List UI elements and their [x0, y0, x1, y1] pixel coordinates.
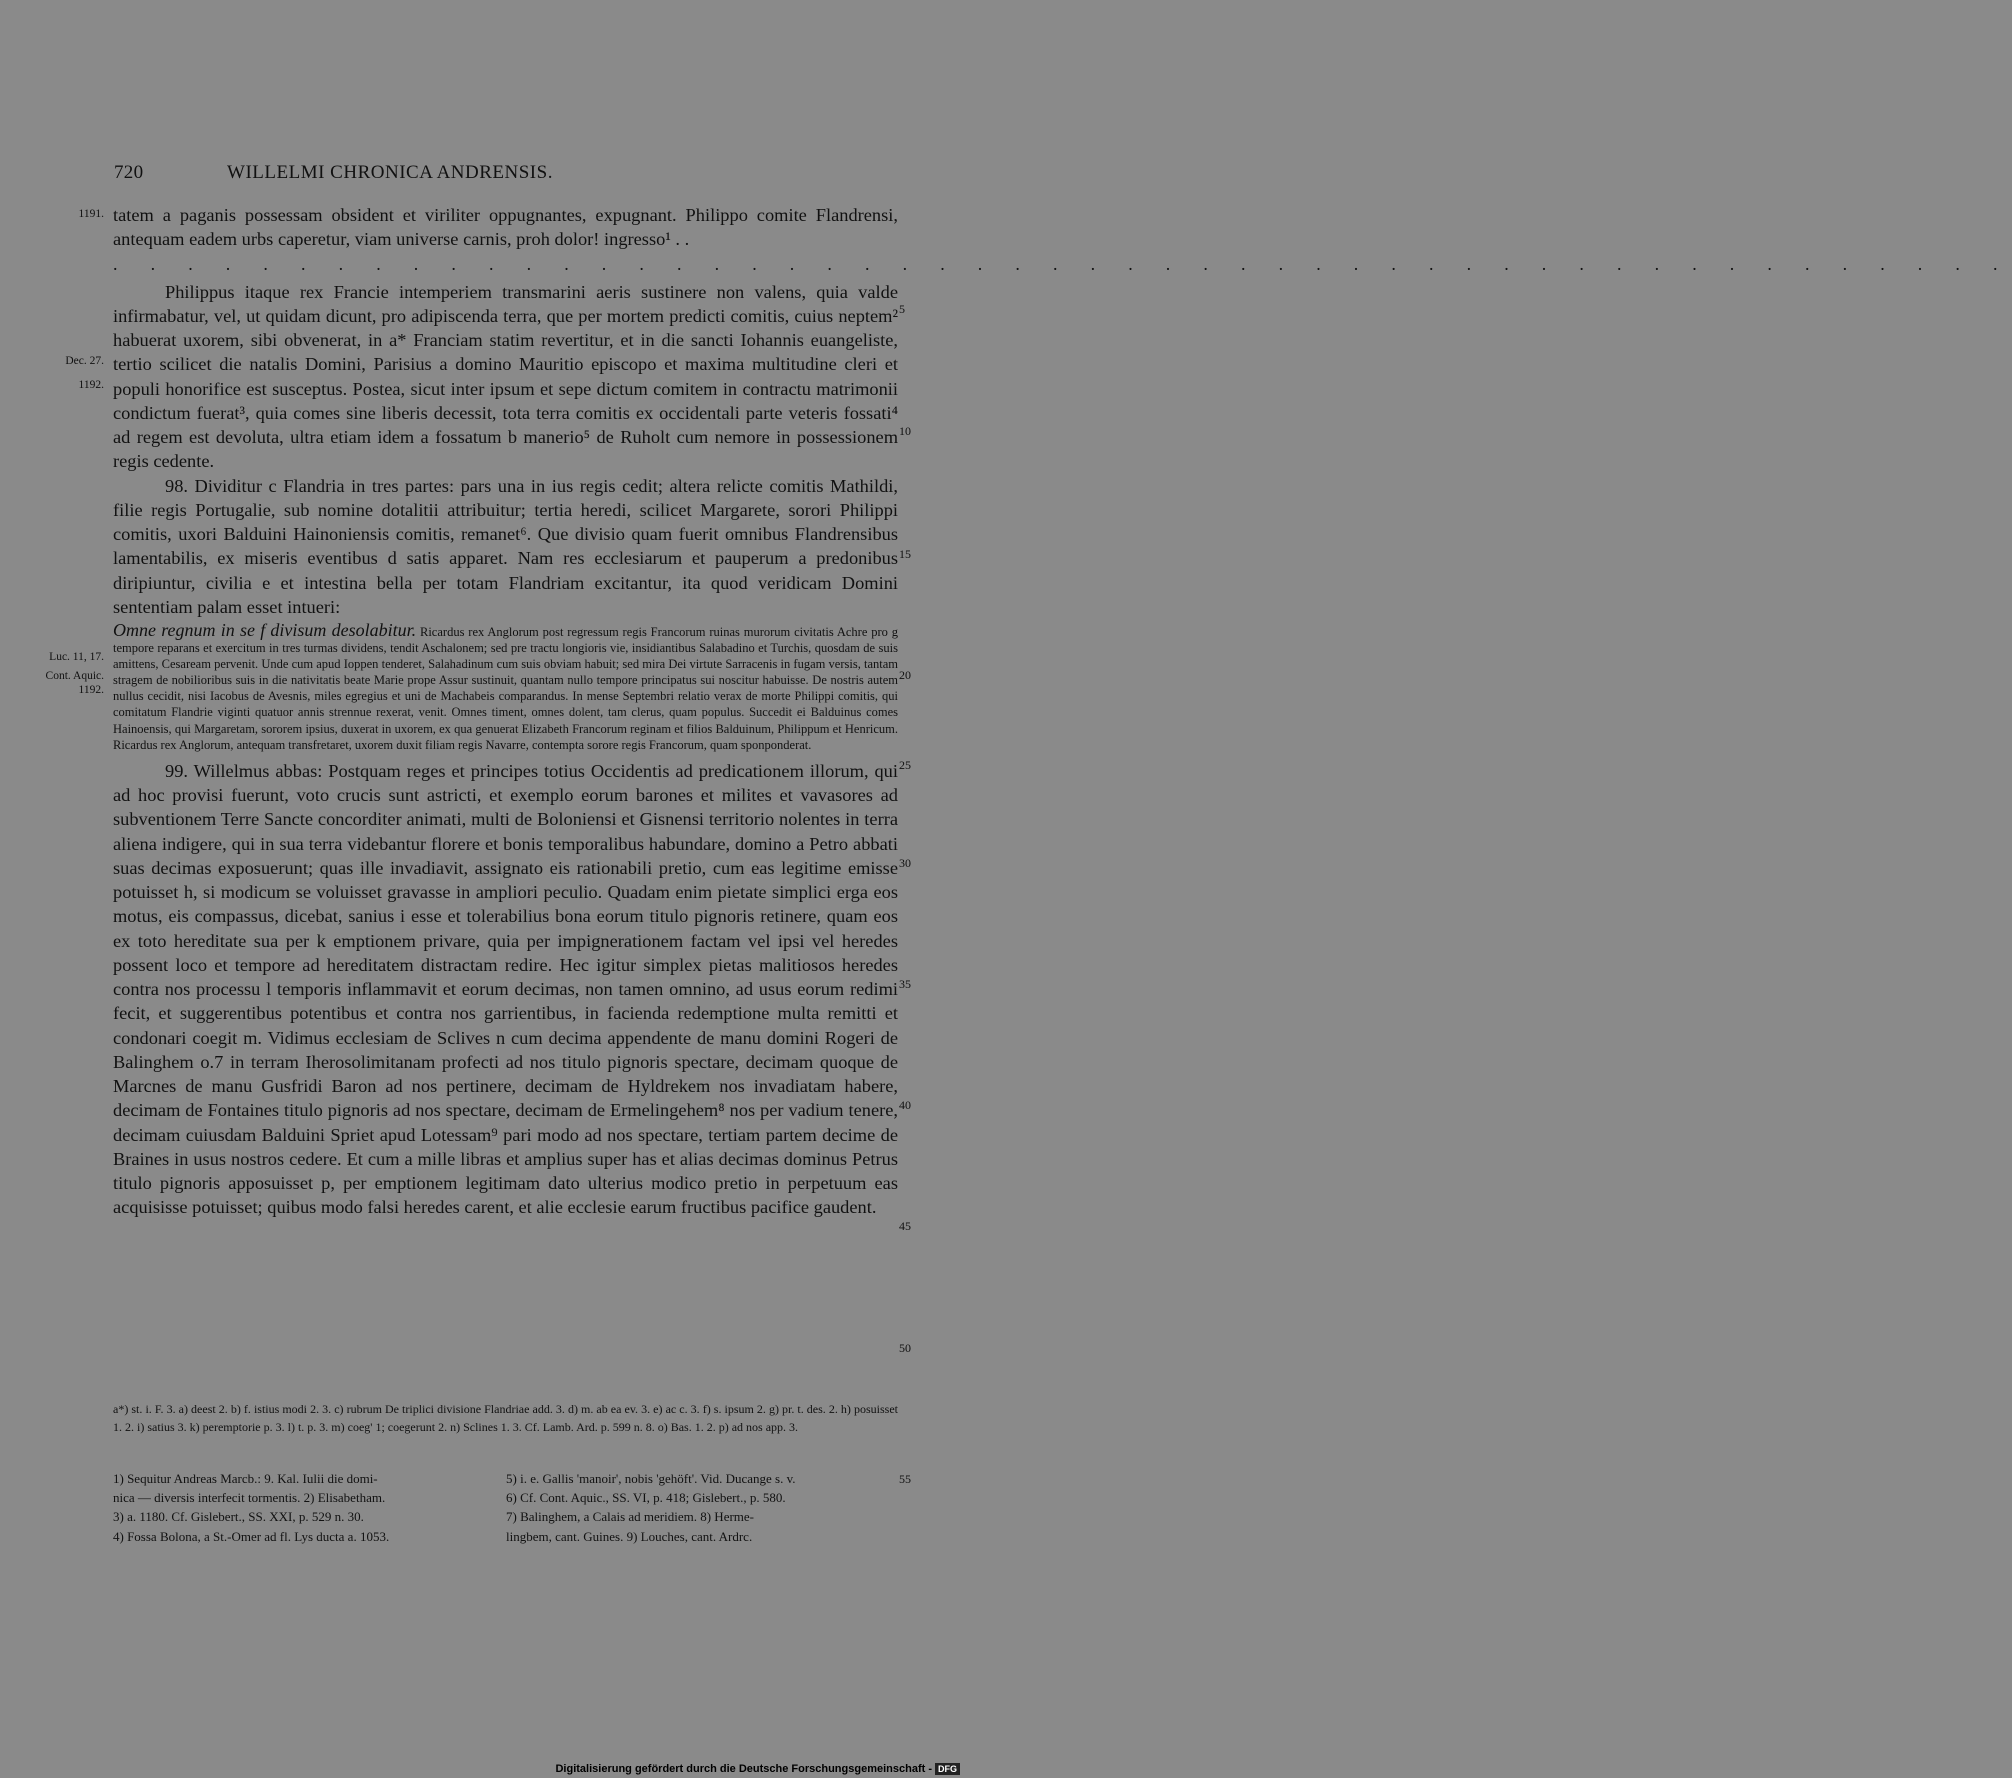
- margin-note-year: 1192.: [78, 379, 104, 391]
- footnote: 5) i. e. Gallis 'manoir', nobis 'gehöft'. Vid. Ducange s. v.: [506, 1471, 796, 1486]
- line-number: 30: [899, 856, 911, 870]
- margin-note-citation: Luc. 11, 17.: [49, 651, 104, 663]
- digitization-credit: [555, 1763, 960, 1775]
- scripture-quote: Omne regnum in se f divisum desolabitur.: [113, 620, 417, 640]
- footnote: lingbem, cant. Guines. 9) Louches, cant. Ardrc.: [506, 1528, 753, 1544]
- inserted-chronicle-text: [113, 622, 898, 753]
- paragraph-99: 99. Willelmus abbas: Postquam reges et principes totius Occidentis ad predicationem illorum, qui ad hoc provisi fuerunt, voto crucis sunt astricti, et exemplo eorum barones et milites et vavasores ad subventionem Terre Sancte concorditer animati, multi de Boloniensi et Gisnensi territorio nolentes in terra aliena indigere, qui in sua terra videbantur florere et bonis temporalibus habundare, domino a Petro abbati suas decimas exposuerunt; quas ille invadiavit, assignato eis rationabili pretio, cum eas legitime emisse potuisset h, si modicum se voluisset gravasse in ampliori peculio. Quadam enim pietate simplici erga eos motus, eis compassus, dicebat, sanius i esse et tolerabilius bona eorum titulo pignoris retinere, quam eos ex toto hereditate sua per k emptionem privare, quia per impignerationem factam vel ipsi vel heredes possent loco et tempore ad hereditatem distractam redire. Hec igitur simplex pietas malitiosos heredes contra nos processu l temporis inflammavit et eorum decimas, non tamen omnino, ad usus eorum redimi fecit, et suggerentibus potentibus et contra nos garrientibus, in facienda redemptione multa remitti et condonari coegit m. Vidimus ecclesiam de Sclives n cum decima appendente de manu domini Rogeri de Balinghem o.7 in terram Iherosolimitanam profecti ad nos titulo pignoris spectare, decimam quoque de Marcnes de manu Gusfridi Baron ad nos pertinere, decimam de Hyldrekem nos invadiatam habere, decimam de Fontaines titulo pignoris ad nos spectare, decimam de Ermelingehem⁸ nos per vadium tenere, decimam cuiusdam Balduini Spriet apud Lotessam⁹ pari modo ad nos spectare, tertiam partem decime de Braines in usus nostros cedere. Et cum a mille libras et amplius super has et alias decimas dominus Petrus titulo pignoris apposuisset p, per emptionem legitimam dato ulterius modico pretio in perpetuum eas acquisisse potuisset; quibus modo falsi heredes carent, et alie ecclesie earum fructibus pacifice gaudent.: [113, 760, 898, 1218]
- footnote: 3) a. 1180. Cf. Gislebert., SS. XXI, p. 529 n. 30.: [113, 1509, 364, 1525]
- line-number: 45: [899, 1219, 911, 1233]
- line-number: 25: [899, 758, 911, 772]
- paragraph: tatem a paganis possessam obsident et viriliter oppugnantes, expugnant. Philippo comite Flandrensi, antequam eadem urbs caperetur, viam universe carnis, proh dolor! ingresso¹ . .: [113, 205, 898, 250]
- line-number: 5: [899, 302, 905, 316]
- running-title: WILLELMI CHRONICA ANDRENSIS.: [227, 162, 553, 183]
- line-number: 50: [899, 1341, 911, 1355]
- margin-note-date: Dec. 27.: [65, 355, 104, 367]
- running-header: [114, 162, 666, 184]
- critical-apparatus: a*) st. i. F. 3. a) deest 2. b) f. istius modi 2. 3. c) rubrum De triplici divisione Flandriae add. 3. d) m. ab ea ev. 3. e) ac c. 3. f) s. ipsum 2. g) pr. t. des. 2. h) posuisset 1. 2. i) satius 3. k) peremptorie p. 3. l) t. p. 3. m) coeg' 1; coegerunt 2. n) Sclines 1. 3. Cf. Lamb. Ard. p. 599 n. 8. o) Bas. 1. 2. p) ad nos app. 3.: [113, 1402, 898, 1434]
- paragraph-98: 98. Dividitur c Flandria in tres partes: pars una in ius regis cedit; altera relicte comitis Mathildi, filie regis Portugalie, sub nomine dotalitii attribuitur; tertia heredi, scilicet Margarete, sorori Philippi comitis, uxori Balduini Hainoniensis comitis, remanet⁶. Que divisio quam fuerit omnibus Flandrensibus lamentabilis, ex miseris eventibus d satis apparet. Nam res ecclesiarum et pauperum a predonibus diripiuntur, civilia e et intestina bella per totam Flandriam excitantur, ita quod veridicam Domini sententiam palam esset intueri:: [113, 475, 898, 617]
- credit-text: Digitalisierung gefördert durch die Deutsche Forschungsgemeinschaft -: [555, 1763, 932, 1775]
- paragraph: Philippus itaque rex Francie intemperiem transmarini aeris sustinere non valens, quia valde infirmabatur, vel, ut quidam dicunt, pro adipiscenda terra, que per mortem predicti comitis, cuius neptem² habuerat uxorem, sibi obvenerat, in a* Franciam statim revertitur, et in die sancti Iohannis euangeliste, tertio scilicet die natalis Domini, Parisius a domino Mauritio episcopo et maxima multitudine cleri et populi honorifice est susceptus. Postea, sicut inter ipsum et sepe dictum comitem in contractu matrimonii condictum fuerat³, quia comes sine liberis decessit, tota terra comitis ex occidentali parte veteris fossati⁴ ad regem est devoluta, ultra etiam idem a fossatum b manerio⁵ de Ruholt cum nemore in possessionem regis cedente.: [113, 281, 898, 472]
- margin-note-year: 1191.: [78, 208, 104, 220]
- footnote: 1) Sequitur Andreas Marcb.: 9. Kal. Iulii die domi-: [113, 1471, 378, 1486]
- footnote: nica — diversis interfecit tormentis. 2) Elisabetham.: [113, 1490, 386, 1506]
- line-number: 20: [899, 668, 911, 682]
- footnotes: [113, 1469, 898, 1546]
- line-number: 35: [899, 977, 911, 991]
- line-number: 15: [899, 547, 911, 561]
- footnote: 4) Fossa Bolona, a St.-Omer ad fl. Lys ducta a. 1053.: [113, 1528, 390, 1544]
- line-number: 55: [899, 1472, 911, 1486]
- page-number: 720: [114, 162, 144, 183]
- line-number: 40: [899, 1098, 911, 1112]
- line-number: 10: [899, 424, 911, 438]
- footnote: 6) Cf. Cont. Aquic., SS. VI, p. 418; Gislebert., p. 580.: [506, 1490, 786, 1506]
- margin-note-year: 1192.: [78, 684, 104, 696]
- dfg-logo: DFG: [935, 1763, 960, 1775]
- ellipsis-line: . . . . . . . . . . . . . . . . . . . . . . . . . . . . . . . . . . . . . . . . . . . . . . . . . . .: [113, 253, 2012, 274]
- chronicle-text: Ricardus rex Anglorum post regressum regis Francorum ruinas murorum civitatis Achre pro g tempore reparans et exercitum in tres turmas dividens, tendit Aschalonem; sed pre tractu longioris vie, insidiantibus Salabadino et Turchis, quosdam de suis amittens, Cesaream pervenit. Unde cum apud Ioppen tenderet, Salahadinum cum suis obviam habuit; sed mira Dei virtute Sarracenis in fugam versis, tantam stragem de nobilioribus suis in die nativitatis beate Marie prope Assur sustinuit, quantam nullo tempore principatus sui noscitur habuisse. De nostris autem nullus cecidit, nisi Iacobus de Avesnis, miles egregius et uni de Machabeis comparandus. In mense Septembri relatio verax de morte Philippi comitis, qui comitatum Flandrie viginti quatuor annis strennue rexerat, venit. Omnes timent, omnes dolent, tam clerus, quam populus. Succedit ei Balduinus comes Hainoensis, qui Margaretam, sororem ipsius, duxerat in uxorem, ex qua genuerat Elizabeth Francorum reginam et filios Balduinum, Philippum et Henricum. Ricardus rex Anglorum, antequam transfretaret, uxorem duxit filiam regis Navarre, contempta sorore regis Francorum, quam sponponderat.: [113, 625, 899, 752]
- margin-note-source: Cont. Aquic.: [45, 670, 104, 682]
- footnote: 7) Balinghem, a Calais ad meridiem. 8) Herme-: [506, 1509, 755, 1525]
